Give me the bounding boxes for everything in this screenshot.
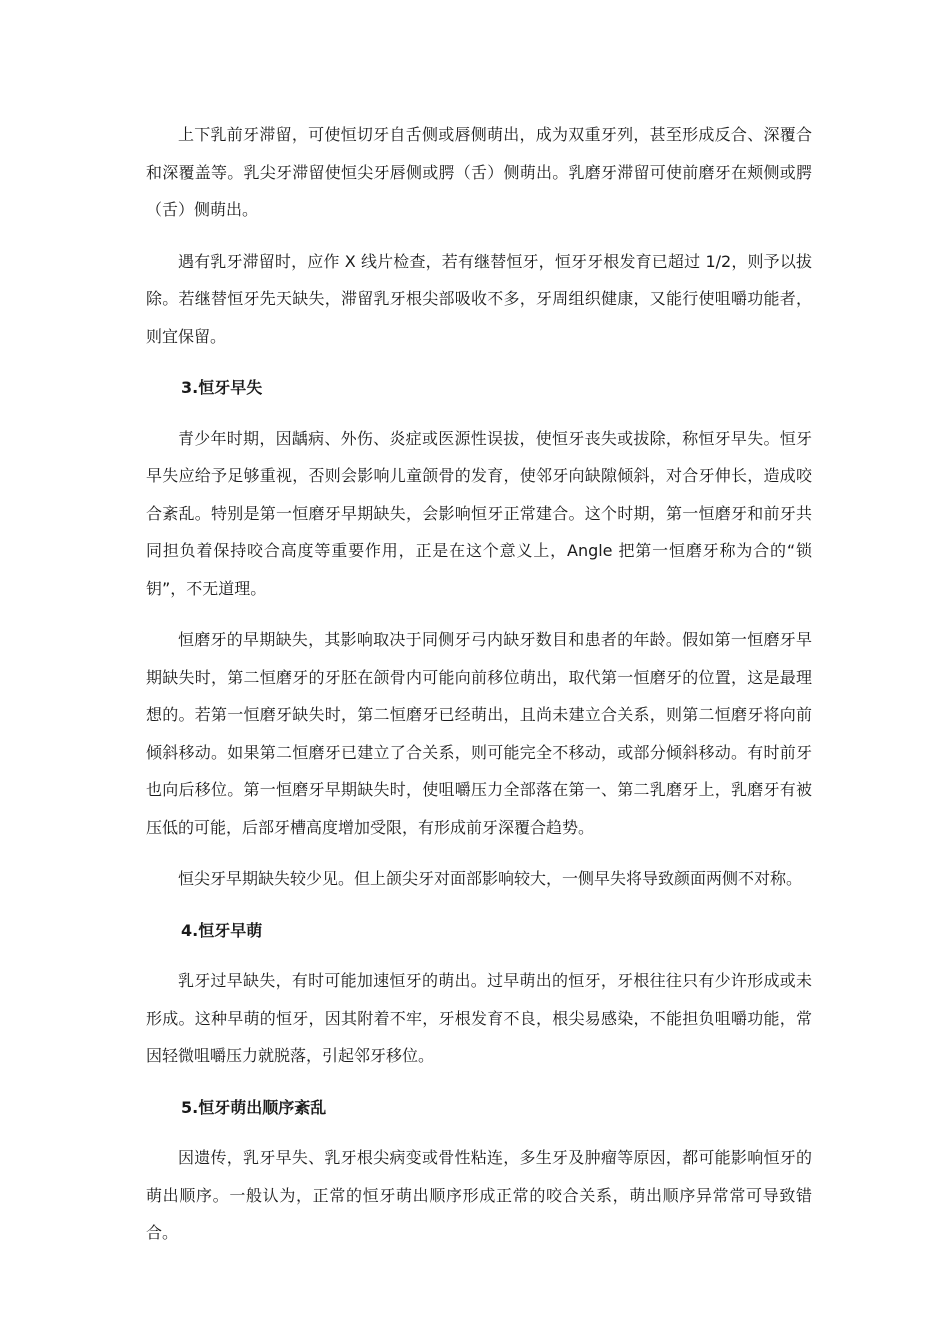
document-page (146, 116, 812, 1266)
paragraph-molar-early-loss: 恒磨牙的早期缺失，其影响取决于同侧牙弓内缺牙数目和患者的年龄。假如第一恒磨牙早期缺失时，第二恒磨牙的牙胚在颌骨内可能向前移位萌出，取代第一恒磨牙的位置，这是最理想的。若第一恒磨牙缺失时，第二恒磨牙已经萌出，且尚未建立合关系，则第二恒磨牙将向前倾斜移动。如果第二恒磨牙已建立了合关系，则可能完全不移动，或部分倾斜移动。有时前牙也向后移位。第一恒磨牙早期缺失时，使咀嚼压力全部落在第一、第二乳磨牙上，乳磨牙有被压低的可能，后部牙槽高度增加受限，有形成前牙深覆合趋势。 (146, 630, 812, 837)
paragraph-early-loss: 青少年时期，因龋病、外伤、炎症或医源性误拔，使恒牙丧失或拔除，称恒牙早失。恒牙早失应给予足够重视，否则会影响儿童颌骨的发育，使邻牙向缺隙倾斜，对合牙伸长，造成咬合紊乱。特别是第一恒磨牙早期缺失，会影响恒牙正常建合。这个时期，第一恒磨牙和前牙共同担负着保持咬合高度等重要作用，正是在这个意义上，Angle 把第一恒磨牙称为合的“锁钥”，不无道理。 (146, 428, 812, 598)
paragraph-eruption-order: 因遗传，乳牙早失、乳牙根尖病变或骨性粘连，多生牙及肿瘤等原因，都可能影响恒牙的萌出顺序。一般认为，正常的恒牙萌出顺序形成正常的咬合关系，萌出顺序异常常可导致错合。 (146, 1148, 812, 1242)
section-heading-5: 5.恒牙萌出顺序紊乱 (181, 1097, 327, 1117)
section-heading-3: 3.恒牙早失 (181, 378, 263, 397)
paragraph-primary-anterior-retention: 上下乳前牙滞留，可使恒切牙自舌侧或唇侧萌出，成为双重牙列，甚至形成反合、深覆合和深覆盖等。乳尖牙滞留使恒尖牙唇侧或腭（舌）侧萌出。乳磨牙滞留可使前磨牙在颊侧或腭（舌）侧萌出。 (146, 125, 812, 219)
paragraph-retention-xray: 遇有乳牙滞留时，应作 X 线片检查，若有继替恒牙，恒牙牙根发育已超过 1/2，则予以拔除。若继替恒牙先天缺失，滞留乳牙根尖部吸收不多，牙周组织健康，又能行使咀嚼功能者，则宜保留。 (146, 251, 812, 346)
section-heading-4: 4.恒牙早萌 (181, 920, 263, 940)
paragraph-canine-early-loss: 恒尖牙早期缺失较少见。但上颌尖牙对面部影响较大，一侧早失将导致颜面两侧不对称。 (178, 869, 803, 888)
paragraph-early-eruption: 乳牙过早缺失，有时可能加速恒牙的萌出。过早萌出的恒牙，牙根往往只有少许形成或未形成。这种早萌的恒牙，因其附着不牢，牙根发育不良，根尖易感染，不能担负咀嚼功能，常因轻微咀嚼压力就脱落，引起邻牙移位。 (146, 971, 812, 1065)
